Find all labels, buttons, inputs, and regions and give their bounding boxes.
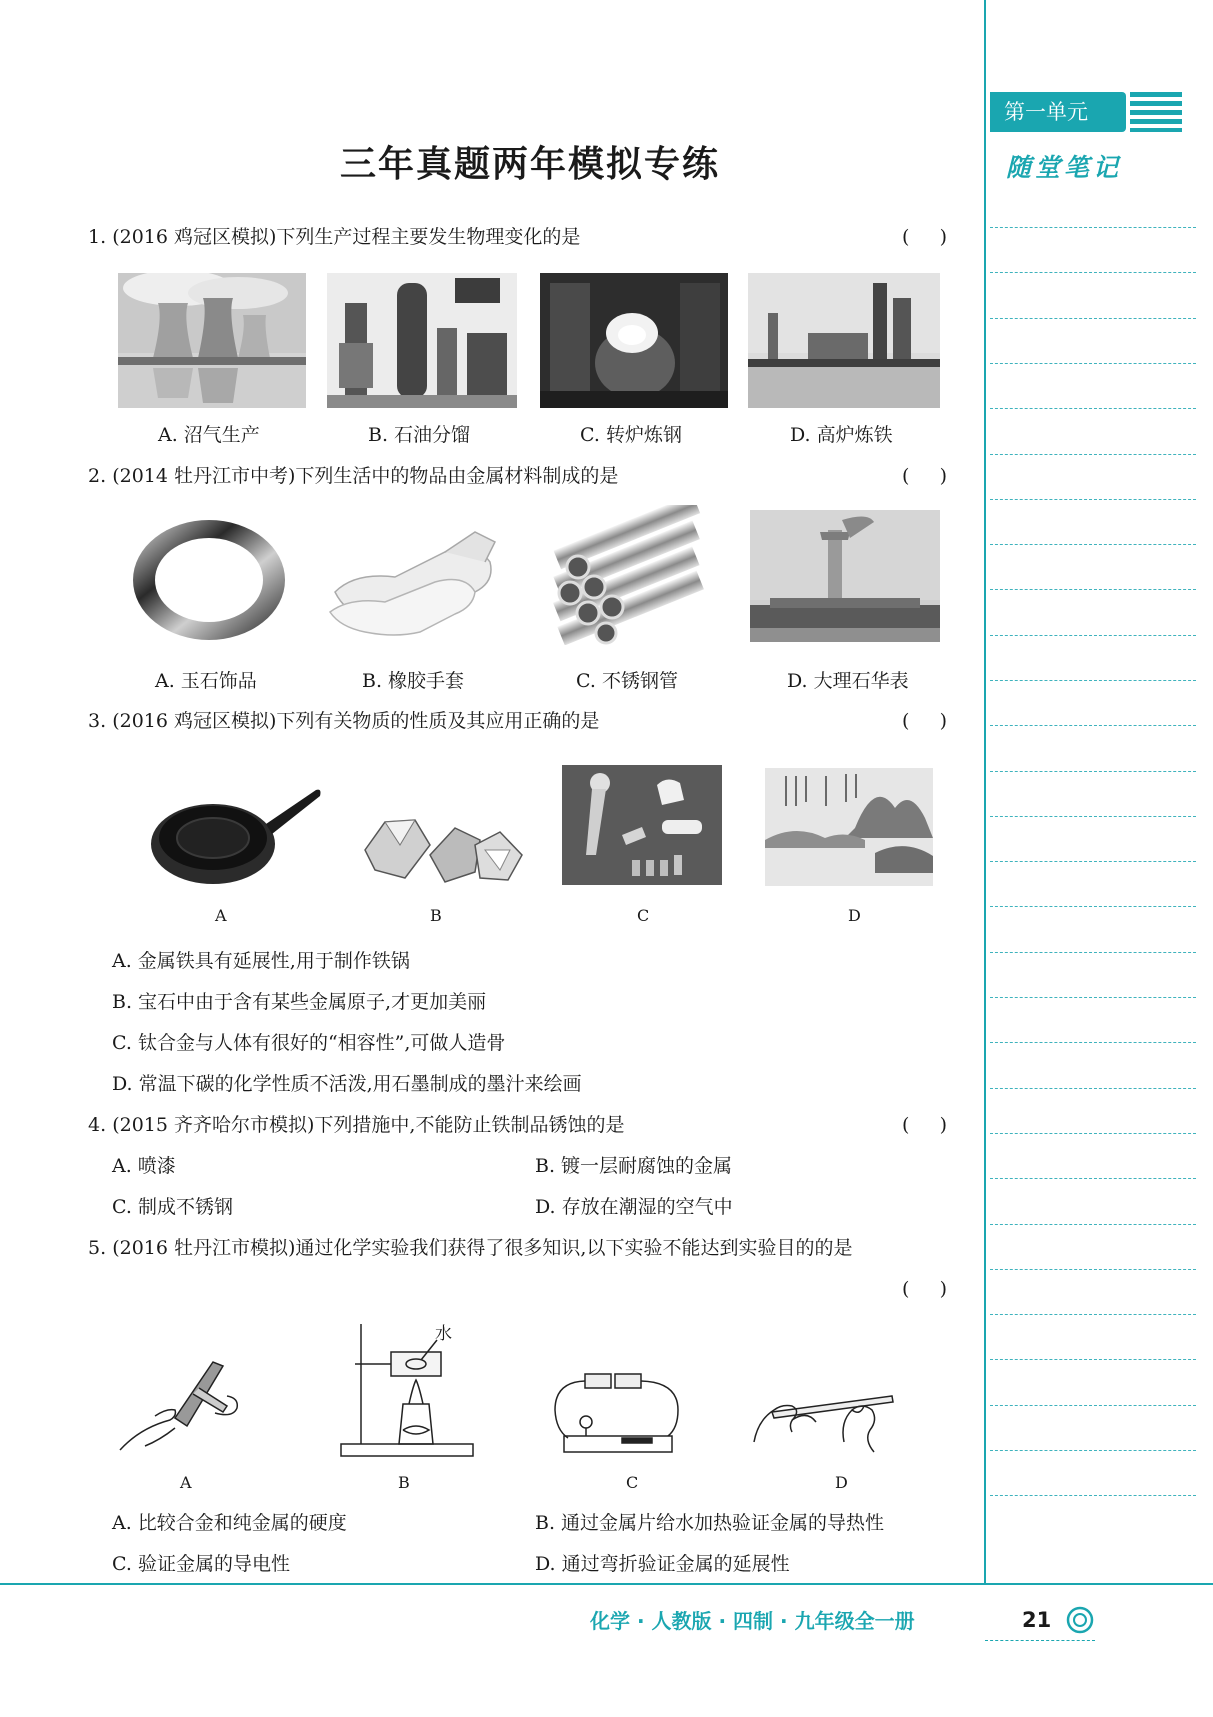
option-text: C. 钛合金与人体有很好的“相容性”,可做人造骨 [112,1032,506,1054]
gemstones-image [360,810,525,890]
option-label: A. 沼气生产 [158,424,260,446]
page-target-icon [1066,1606,1094,1634]
option-text: C. 制成不锈钢 [112,1196,233,1218]
steel-pipes-image [548,505,706,645]
scratch-test-diagram [115,1358,245,1458]
note-line [990,1495,1196,1496]
question-stem: (2016 鸡冠区模拟)下列生产过程主要发生物理变化的是 [112,226,581,248]
option-text: A. 金属铁具有延展性,用于制作铁锅 [112,950,410,972]
unit-badge-label: 第一单元 [1004,100,1088,124]
note-line [990,906,1196,907]
option-label: C. 不锈钢管 [576,670,678,692]
note-line [990,1088,1196,1089]
answer-bracket[interactable]: ( ) [902,1114,948,1136]
note-line [990,589,1196,590]
footer-dash [985,1640,1095,1641]
question-4 [88,1112,624,1138]
frying-pan-image [148,782,323,887]
option-text: A. 喷漆 [112,1155,176,1177]
water-label: 水 [435,1324,452,1344]
answer-bracket[interactable]: ( ) [902,465,948,487]
conductivity-circuit-diagram [550,1370,685,1462]
note-line [990,1133,1196,1134]
marble-huabiao-image [750,510,940,642]
note-line [990,997,1196,998]
option-label: A. 玉石饰品 [155,670,257,692]
option-text: D. 通过弯折验证金属的延展性 [535,1553,790,1575]
unit-badge [986,92,1196,132]
note-line [990,363,1196,364]
footer-book-title: 化学 · 人教版 · 四制 · 九年级全一册 [590,1609,915,1633]
note-line [990,272,1196,273]
converter-steelmaking-image [540,273,728,408]
option-text: A. 比较合金和纯金属的硬度 [112,1512,347,1534]
option-text: D. 存放在潮湿的空气中 [535,1196,733,1218]
image-label: A [215,906,227,925]
question-stem: (2014 牡丹江市中考)下列生活中的物品由金属材料制成的是 [112,465,619,487]
note-line [990,1178,1196,1179]
image-label: B [430,906,442,925]
image-label: B [398,1473,410,1492]
option-label: B. 橡胶手套 [362,670,465,692]
note-line [990,725,1196,726]
biogas-plant-image [118,273,306,408]
page-title: 三年真题两年模拟专练 [339,143,720,185]
note-line [990,1405,1196,1406]
option-label: C. 转炉炼钢 [580,424,682,446]
ink-painting-image [765,768,933,886]
option-text: B. 镀一层耐腐蚀的金属 [535,1155,733,1177]
answer-bracket[interactable]: ( ) [902,710,948,732]
image-label: D [848,906,861,925]
option-text: B. 通过金属片给水加热验证金属的导热性 [535,1512,885,1534]
option-text: B. 宝石中由于含有某些金属原子,才更加美丽 [112,991,487,1013]
question-number: 4. [88,1114,107,1136]
heat-conduction-diagram [333,1322,478,1462]
note-line [990,1314,1196,1315]
image-label: C [637,906,650,925]
question-5 [88,1235,852,1261]
note-line [990,635,1196,636]
note-line [990,454,1196,455]
notes-title: 随堂笔记 [1006,153,1123,182]
badge-stripes-icon [1130,92,1182,132]
question-stem: (2016 牡丹江市模拟)通过化学实验我们获得了很多知识,以下实验不能达到实验目的的是 [112,1237,853,1259]
sidebar-divider [984,0,986,1583]
note-line [990,816,1196,817]
question-1 [88,224,580,250]
answer-bracket[interactable]: ( ) [902,1278,948,1300]
option-text: D. 常温下碳的化学性质不活泼,用石墨制成的墨汁来绘画 [112,1073,582,1095]
note-line [990,408,1196,409]
image-label: C [626,1473,639,1492]
note-line [990,544,1196,545]
note-line [990,1359,1196,1360]
footer-rule [0,1583,1213,1585]
option-text: C. 验证金属的导电性 [112,1553,290,1575]
question-2 [88,463,618,489]
note-line [990,227,1196,228]
image-label: D [835,1473,848,1492]
question-stem: (2015 齐齐哈尔市模拟)下列措施中,不能防止铁制品锈蚀的是 [112,1114,625,1136]
note-line [990,1450,1196,1451]
note-line [990,1042,1196,1043]
question-number: 1. [88,226,107,248]
note-line [990,1224,1196,1225]
question-number: 2. [88,465,107,487]
note-line [990,499,1196,500]
bending-test-diagram [752,1380,897,1460]
image-label: A [180,1473,192,1492]
jade-ring-image [128,515,290,645]
question-number: 3. [88,710,107,732]
note-line [990,680,1196,681]
option-label: D. 高炉炼铁 [790,424,893,446]
rubber-glove-image [325,522,503,640]
question-number: 5. [88,1237,107,1259]
note-line [990,861,1196,862]
option-label: B. 石油分馏 [368,424,471,446]
note-line [990,771,1196,772]
question-3 [88,708,599,734]
note-line [990,1269,1196,1270]
note-line [990,318,1196,319]
answer-bracket[interactable]: ( ) [902,226,948,248]
note-line [990,952,1196,953]
oil-refinery-image [327,273,517,408]
titanium-implants-image [562,765,722,885]
question-stem: (2016 鸡冠区模拟)下列有关物质的性质及其应用正确的是 [112,710,600,732]
option-label: D. 大理石华表 [787,670,909,692]
blast-furnace-image [748,273,940,408]
page-number: 21 [1022,1608,1052,1632]
